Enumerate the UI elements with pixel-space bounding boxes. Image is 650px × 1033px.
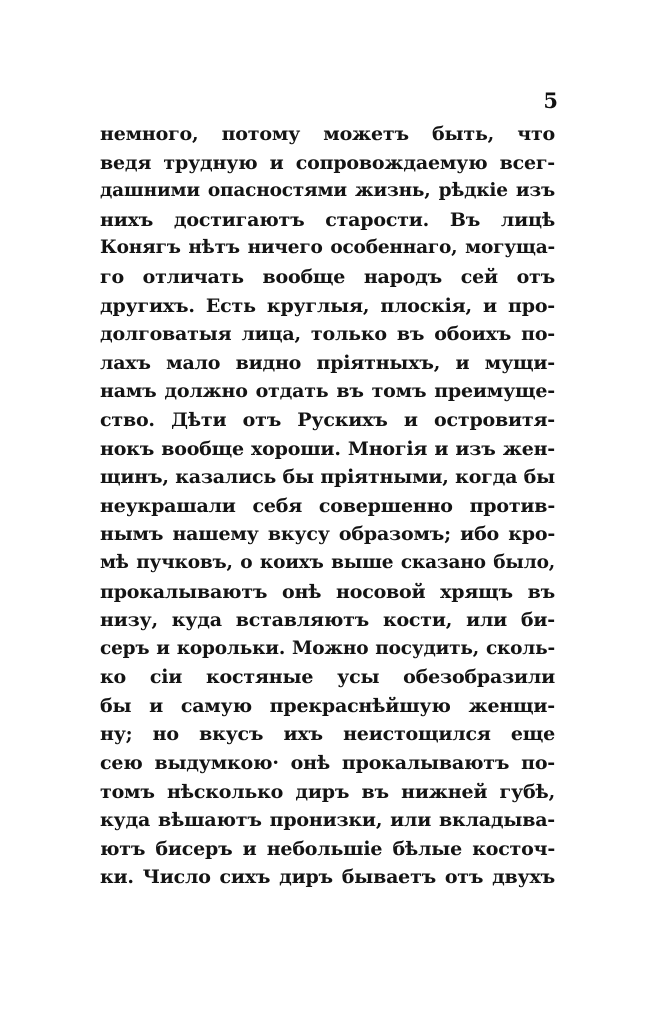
text-line: дашними опасностями жизнь, рѣдкіе изъ: [100, 180, 555, 202]
text-line: щинъ, казались бы пріятными, когда бы: [100, 466, 555, 489]
text-line: низу, куда вставляютъ кости, или би-: [100, 609, 555, 632]
text-line: ство. Дѣти отъ Рускихъ и островитя-: [100, 408, 555, 431]
text-line: прокалываютъ онѣ носовой хрящъ въ: [100, 580, 555, 603]
text-line: ютъ бисеръ и небольшіе бѣлые косточ-: [100, 837, 555, 860]
text-line: другихъ. Есть круглыя, плоскія, и про-: [100, 294, 555, 317]
text-line: нокъ вообще хороши. Многія и изъ жен-: [100, 437, 555, 460]
text-line: го отличать вообще народъ сей отъ: [100, 265, 555, 288]
text-line: нымъ нашему вкусу образомъ; ибо кро-: [100, 523, 555, 546]
text-line: бы и самую прекраснѣйшую женщи-: [100, 694, 555, 717]
text-line: куда вѣшаютъ пронизки, или вкладыва-: [100, 809, 555, 832]
text-line: неукрашали себя совершенно против-: [100, 494, 555, 517]
text-line: намъ должно отдать въ томъ преимуще-: [100, 380, 555, 403]
text-line: мѣ пучковъ, о коихъ выше сказано было,: [100, 551, 555, 573]
text-line: ки. Число сихъ диръ бываетъ отъ двухъ: [100, 866, 555, 889]
text-line: Конягъ нѣтъ ничего особеннаго, могуща-: [100, 237, 555, 259]
text-line: томъ нѣсколько диръ въ нижней губѣ,: [100, 780, 555, 803]
text-line: ну; но вкусъ ихъ неистощился еще: [100, 723, 555, 746]
page-number: 5: [543, 88, 558, 113]
text-line: ведя трудную и сопровождаемую всег-: [100, 151, 555, 174]
text-line: серъ и корольки. Можно посудить, сколь-: [100, 637, 555, 659]
text-line: долговатыя лица, только въ обоихъ по-: [100, 323, 555, 346]
text-line: лахъ мало видно пріятныхъ, и мущи-: [100, 351, 555, 374]
text-line: нихъ достигаютъ старости. Въ лицѣ: [100, 208, 555, 231]
body-text: [100, 120, 555, 892]
text-line: ко сіи костяные усы обезобразили: [100, 666, 555, 689]
text-line: сею выдумкою· онѣ прокалываютъ по-: [100, 752, 555, 775]
text-line: немного, потому можетъ быть, что: [100, 123, 555, 145]
